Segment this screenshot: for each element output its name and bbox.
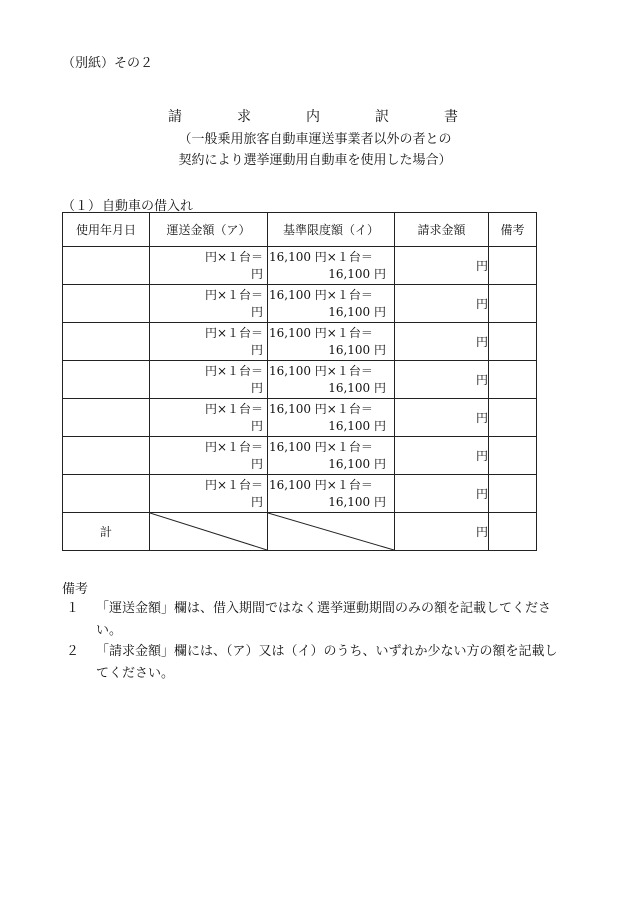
remarks-cell[interactable] [489,285,537,323]
standard-limit-formula: 16,100 円×１台＝ [269,439,373,454]
remarks-cell[interactable] [489,437,537,475]
standard-limit-formula: 16,100 円×１台＝ [269,287,373,302]
table-row [63,285,537,323]
transport-amount-cell[interactable] [150,285,268,323]
total-remarks[interactable] [489,513,537,551]
standard-limit-formula: 16,100 円×１台＝ [269,477,373,492]
transport-amount-formula: 円×１台＝ [204,401,263,416]
claim-amount-cell[interactable]: 円 [395,437,489,475]
remarks-cell[interactable] [489,399,537,437]
standard-limit-result: 16,100 円 [328,494,386,509]
table-row [63,247,537,285]
date-cell[interactable] [63,475,150,513]
section-number: （１） [62,199,102,214]
total-label: 計 [63,513,150,551]
claim-amount-cell[interactable]: 円 [395,475,489,513]
transport-amount-result: 円 [250,304,263,319]
transport-amount-result: 円 [250,456,263,471]
total-transport-slash [150,513,268,551]
claim-amount-cell[interactable]: 円 [395,323,489,361]
remark-text: 「請求金額」欄には、（ア）又は（イ）のうち、いずれか少ない方の額を記載してください。 [96,644,558,681]
table-row [63,475,537,513]
standard-limit-cell [268,361,395,399]
title-char: 訳 [375,109,389,125]
header-remarks: 備考 [489,213,537,247]
header-standard-limit: 基準限度額（イ） [268,213,395,247]
remark-note [66,641,566,685]
transport-amount-formula: 円×１台＝ [204,249,263,264]
standard-limit-result: 16,100 円 [328,266,386,281]
standard-limit-cell [268,247,395,285]
table-header-row [63,213,537,247]
transport-amount-cell[interactable] [150,475,268,513]
transport-amount-formula: 円×１台＝ [204,287,263,302]
transport-amount-result: 円 [250,418,263,433]
transport-amount-cell[interactable] [150,247,268,285]
standard-limit-cell [268,323,395,361]
header-date: 使用年月日 [63,213,150,247]
claim-amount-cell[interactable]: 円 [395,399,489,437]
transport-amount-formula: 円×１台＝ [204,325,263,340]
remark-note [66,598,566,642]
standard-limit-cell [268,475,395,513]
total-standard-slash [268,513,395,551]
transport-amount-result: 円 [250,380,263,395]
standard-limit-formula: 16,100 円×１台＝ [269,401,373,416]
remark-number: ２ [66,644,80,659]
date-cell[interactable] [63,399,150,437]
transport-amount-result: 円 [250,494,263,509]
date-cell[interactable] [63,247,150,285]
title-char: 請 [168,109,182,125]
date-cell[interactable] [63,361,150,399]
date-cell[interactable] [63,323,150,361]
table-row [63,323,537,361]
standard-limit-formula: 16,100 円×１台＝ [269,249,373,264]
remark-number: １ [66,601,80,616]
transport-amount-cell[interactable] [150,361,268,399]
standard-limit-result: 16,100 円 [328,418,386,433]
transport-amount-result: 円 [250,342,263,357]
remarks-cell[interactable] [489,323,537,361]
standard-limit-formula: 16,100 円×１台＝ [269,363,373,378]
remark-text: 「運送金額」欄は、借入期間ではなく選挙運動期間のみの額を記載してください。 [96,601,552,638]
standard-limit-cell [268,285,395,323]
title-char: 求 [237,109,251,125]
subtitle-line-1: （一般乗用旅客自動車運送事業者以外の者との [178,132,452,147]
claim-table [62,212,537,551]
header-transport-amount: 運送金額（ア） [150,213,268,247]
date-cell[interactable] [63,285,150,323]
claim-amount-cell[interactable]: 円 [395,361,489,399]
header-claim-amount: 請求金額 [395,213,489,247]
total-claim-amount[interactable]: 円 [395,513,489,551]
transport-amount-cell[interactable] [150,399,268,437]
remarks-cell[interactable] [489,475,537,513]
document-label: （別紙）その２ [62,56,154,71]
title-char: 内 [306,109,320,125]
date-cell[interactable] [63,437,150,475]
standard-limit-result: 16,100 円 [328,456,386,471]
standard-limit-cell [268,437,395,475]
standard-limit-cell [268,399,395,437]
transport-amount-cell[interactable] [150,437,268,475]
standard-limit-formula: 16,100 円×１台＝ [269,325,373,340]
section-title: 自動車の借入れ [102,199,194,214]
standard-limit-result: 16,100 円 [328,342,386,357]
transport-amount-formula: 円×１台＝ [204,439,263,454]
remarks-cell[interactable] [489,247,537,285]
table-row [63,399,537,437]
transport-amount-cell[interactable] [150,323,268,361]
transport-amount-formula: 円×１台＝ [204,477,263,492]
standard-limit-result: 16,100 円 [328,304,386,319]
transport-amount-formula: 円×１台＝ [204,363,263,378]
standard-limit-result: 16,100 円 [328,380,386,395]
total-row [63,513,537,551]
subtitle-line-2: 契約により選挙運動用自動車を使用した場合） [178,153,452,168]
transport-amount-result: 円 [250,266,263,281]
document-title [168,106,458,126]
remarks-heading: 備考 [62,582,89,597]
remarks-cell[interactable] [489,361,537,399]
title-char: 書 [444,109,458,125]
table-row [63,437,537,475]
claim-amount-cell[interactable]: 円 [395,285,489,323]
claim-amount-cell[interactable]: 円 [395,247,489,285]
table-row [63,361,537,399]
